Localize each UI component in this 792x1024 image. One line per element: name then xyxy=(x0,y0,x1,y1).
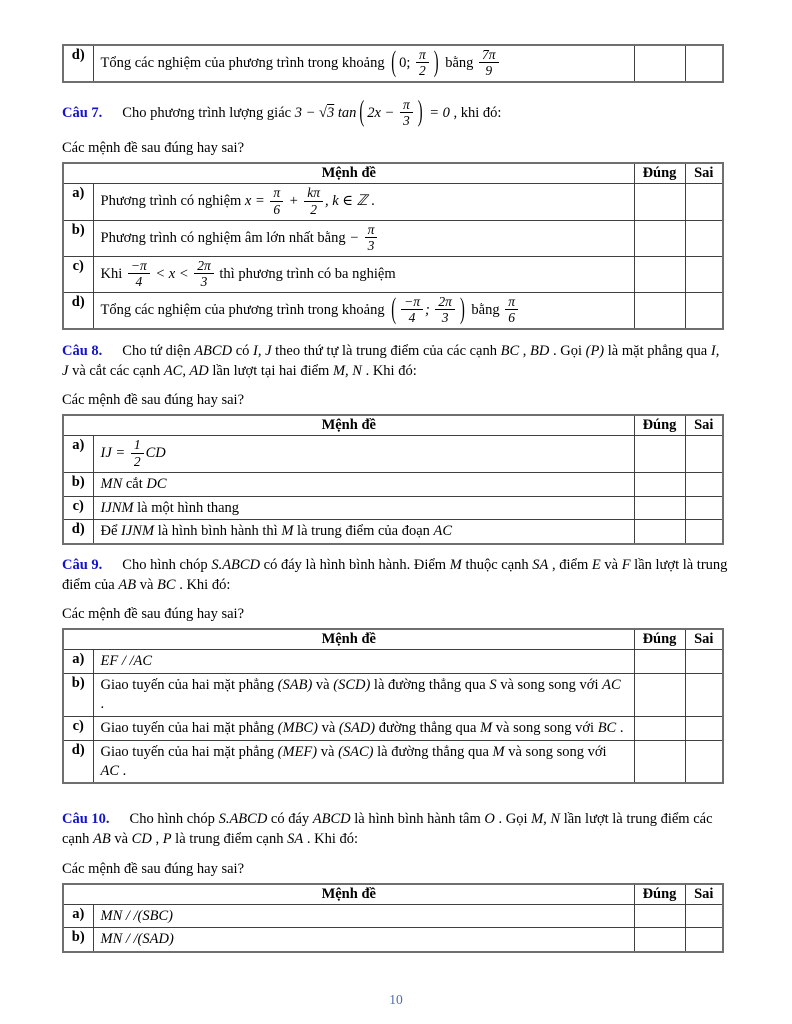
truth-table-continuation xyxy=(62,44,724,83)
true-answer-cell xyxy=(634,472,685,496)
false-answer-cell xyxy=(685,472,723,496)
row-label: b) xyxy=(63,220,93,256)
statement-text: IJNM là một hình thang xyxy=(93,496,634,520)
statement-text: Giao tuyến của hai mặt phẳng (SAB) và (SCD) là đường thẳng qua S và song song với AC . xyxy=(93,674,634,717)
truth-table-q10 xyxy=(62,883,724,954)
true-answer-cell xyxy=(634,45,685,82)
false-column-header: Sai xyxy=(685,163,723,184)
statement-text: Phương trình có nghiệm x = $\frac{\pi}{6}$ + $\frac{k\pi}{2}$ , k ∈ ℤ . xyxy=(93,184,634,220)
true-answer-cell xyxy=(634,293,685,330)
table-row xyxy=(63,674,723,717)
false-answer-cell xyxy=(685,436,723,472)
statement-text: Phương trình có nghiệm âm lớn nhất bằng − $\frac{\pi}{3}$ xyxy=(93,220,634,256)
table-header-row xyxy=(63,629,723,650)
false-column-header: Sai xyxy=(685,884,723,905)
true-answer-cell xyxy=(634,740,685,783)
truth-table-q9 xyxy=(62,628,724,784)
row-label: d) xyxy=(63,520,93,544)
statement-text: Để IJNM là hình bình hành thì M là trung điểm của đoạn AC xyxy=(93,520,634,544)
true-answer-cell xyxy=(634,496,685,520)
true-answer-cell xyxy=(634,220,685,256)
true-answer-cell xyxy=(634,436,685,472)
table-header-row xyxy=(63,415,723,436)
true-answer-cell xyxy=(634,716,685,740)
question-heading-q9 xyxy=(62,556,729,595)
statement-text: MN cắt DC xyxy=(93,472,634,496)
truth-prompt: Các mệnh đề sau đúng hay sai? xyxy=(62,140,245,157)
question-intro: Cho phương trình lượng giác 3 − √3 tan ( 2x − $\frac{\pi}{3}$ ) = 0 , khi đó: xyxy=(122,95,502,129)
true-column-header: Đúng xyxy=(634,629,685,650)
table-row xyxy=(63,293,723,330)
true-answer-cell xyxy=(634,650,685,674)
true-column-header: Đúng xyxy=(634,884,685,905)
truth-prompt: Các mệnh đề sau đúng hay sai? xyxy=(62,606,245,623)
false-answer-cell xyxy=(685,740,723,783)
table-row xyxy=(63,45,723,82)
row-label: a) xyxy=(63,436,93,472)
truth-prompt: Các mệnh đề sau đúng hay sai? xyxy=(62,860,245,877)
table-row xyxy=(63,716,723,740)
question-number: Câu 7. xyxy=(62,105,103,122)
false-answer-cell xyxy=(685,293,723,330)
table-row xyxy=(63,740,723,783)
table-row xyxy=(63,904,723,928)
row-label: c) xyxy=(63,716,93,740)
false-answer-cell xyxy=(685,928,723,952)
statement-text: Giao tuyến của hai mặt phẳng (MEF) và (SAC) là đường thẳng qua M và song song với AC . xyxy=(93,740,634,783)
truth-table-q7 xyxy=(62,162,724,330)
statement-column-header: Mệnh đề xyxy=(63,629,634,650)
table-row xyxy=(63,472,723,496)
question-heading-q8 xyxy=(62,342,729,381)
statement-column-header: Mệnh đề xyxy=(63,884,634,905)
truth-prompt: Các mệnh đề sau đúng hay sai? xyxy=(62,392,245,409)
true-answer-cell xyxy=(634,256,685,292)
false-answer-cell xyxy=(685,650,723,674)
page-content xyxy=(62,44,729,953)
row-label: d) xyxy=(63,740,93,783)
question-intro: Cho hình chóp S.ABCD có đáy ABCD là hình bình hành tâm O . Gọi M, N lần lượt là trung điểm các cạnh AB và CD , P là trung điểm cạnh SA . Khi đó: xyxy=(62,811,713,847)
statement-text: MN / /(SAD) xyxy=(93,928,634,952)
row-label: a) xyxy=(63,904,93,928)
question-number: Câu 10. xyxy=(62,811,110,828)
question-intro: Cho hình chóp S.ABCD có đáy là hình bình hành. Điểm M thuộc cạnh SA , điểm E và F lần lượt là trung điểm của AB và BC . Khi đó: xyxy=(62,557,728,593)
table-row xyxy=(63,650,723,674)
false-answer-cell xyxy=(685,904,723,928)
question-intro: Cho tứ diện ABCD có I, J theo thứ tự là trung điểm của các cạnh BC , BD . Gọi (P) là mặt phẳng qua I, J và cắt các cạnh AC, AD lần lượt tại hai điểm M, N . Khi đó: xyxy=(62,343,720,379)
row-label: b) xyxy=(63,928,93,952)
table-header-row xyxy=(63,163,723,184)
statement-text: Khi $\frac{-\pi}{4}$ < x < $\frac{2\pi}{3}$ thì phương trình có ba nghiệm xyxy=(93,256,634,292)
true-column-header: Đúng xyxy=(634,163,685,184)
row-label: b) xyxy=(63,472,93,496)
question-heading-q7 xyxy=(62,95,729,129)
statement-column-header: Mệnh đề xyxy=(63,163,634,184)
truth-table-q8 xyxy=(62,414,724,545)
table-row xyxy=(63,928,723,952)
true-answer-cell xyxy=(634,928,685,952)
statement-text: Giao tuyến của hai mặt phẳng (MBC) và (SAD) đường thẳng qua M và song song với BC . xyxy=(93,716,634,740)
statement-text: IJ = $\frac{1}{2}$ CD xyxy=(93,436,634,472)
statement-text: EF / /AC xyxy=(93,650,634,674)
row-label: c) xyxy=(63,256,93,292)
table-row xyxy=(63,220,723,256)
statement-text: Tổng các nghiệm của phương trình trong khoảng ( $\frac{-\pi}{4}$ ; $\frac{2\pi}{3}$ ) bằng $\frac{\pi}{6}$ xyxy=(93,293,634,330)
statement-column-header: Mệnh đề xyxy=(63,415,634,436)
row-label: b) xyxy=(63,674,93,717)
table-row xyxy=(63,184,723,220)
question-number: Câu 9. xyxy=(62,557,103,574)
false-answer-cell xyxy=(685,716,723,740)
true-column-header: Đúng xyxy=(634,415,685,436)
row-label: a) xyxy=(63,650,93,674)
true-answer-cell xyxy=(634,184,685,220)
false-answer-cell xyxy=(685,184,723,220)
table-row xyxy=(63,520,723,544)
false-answer-cell xyxy=(685,45,723,82)
false-column-header: Sai xyxy=(685,629,723,650)
false-answer-cell xyxy=(685,220,723,256)
false-answer-cell xyxy=(685,520,723,544)
table-row xyxy=(63,436,723,472)
row-label: d) xyxy=(63,293,93,330)
page-number: 10 xyxy=(389,992,403,1007)
true-answer-cell xyxy=(634,520,685,544)
row-label: c) xyxy=(63,496,93,520)
table-row xyxy=(63,496,723,520)
row-label: d) xyxy=(63,45,93,82)
false-answer-cell xyxy=(685,674,723,717)
false-column-header: Sai xyxy=(685,415,723,436)
false-answer-cell xyxy=(685,256,723,292)
table-header-row xyxy=(63,884,723,905)
true-answer-cell xyxy=(634,904,685,928)
question-number: Câu 8. xyxy=(62,343,103,360)
false-answer-cell xyxy=(685,496,723,520)
statement-text: MN / /(SBC) xyxy=(93,904,634,928)
statement-text: Tổng các nghiệm của phương trình trong khoảng ( 0; $\frac{\pi}{2}$ ) bằng $\frac{7\pi}{9}$ xyxy=(93,45,634,82)
question-heading-q10 xyxy=(62,810,729,849)
true-answer-cell xyxy=(634,674,685,717)
row-label: a) xyxy=(63,184,93,220)
table-row xyxy=(63,256,723,292)
